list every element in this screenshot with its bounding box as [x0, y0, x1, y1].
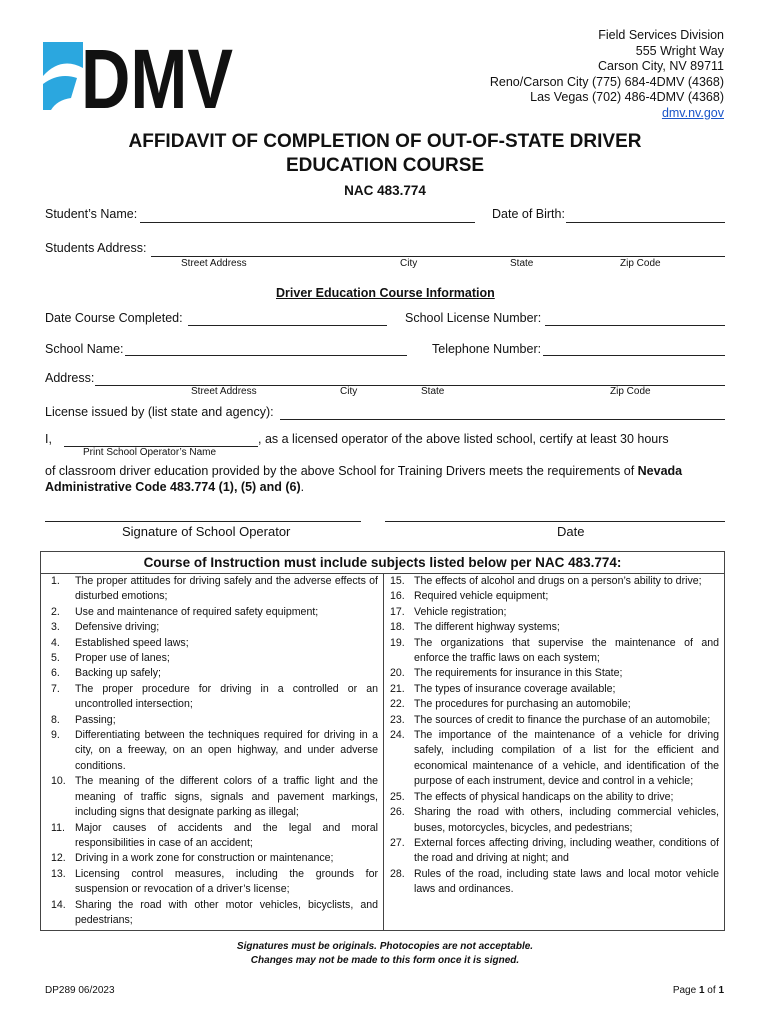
date-completed-label: Date Course Completed: [45, 311, 183, 325]
instruction-item-text: The requirements for insurance in this State; [414, 667, 623, 680]
certification-text: of classroom driver education provided by the above School for Training Drivers meets the requirements of [45, 464, 638, 478]
instruction-item [384, 574, 725, 589]
instruction-item-number: 25. [390, 790, 405, 803]
website-link[interactable]: dmv.nv.gov [661, 105, 724, 120]
instruction-item-text: Passing; [75, 713, 116, 726]
student-address-label: Students Address: [45, 241, 147, 255]
instruction-item-text: Proper use of lanes; [75, 652, 170, 665]
instruction-item-text: Required vehicle equipment; [414, 590, 549, 603]
instruction-item-text: The types of insurance coverage available; [414, 682, 616, 695]
form-title-line1: AFFIDAVIT OF COMPLETION OF OUT-OF-STATE DRIVER [128, 131, 642, 152]
student-name-label: Student’s Name: [45, 207, 138, 221]
instruction-item [384, 620, 725, 635]
instruction-item-text: External forces affecting driving, including weather, conditions of the road and driving at night; and [414, 836, 719, 865]
instruction-item-number: 12. [51, 852, 66, 865]
instruction-item-text: The proper procedure for driving in a controlled or an uncontrolled intersection; [75, 682, 378, 711]
instruction-item-text: Differentiating between the techniques required for driving in a city, on a freeway, on an open highway, and under adverse conditions. [75, 729, 378, 772]
instruction-item [41, 636, 383, 651]
instruction-item [384, 605, 725, 620]
phone-reno: Reno/Carson City (775) 684-4DMV (4368) [489, 74, 724, 89]
instruction-item-number: 28. [390, 867, 405, 880]
instruction-item [41, 666, 383, 681]
instruction-heading: Course of Instruction must include subjects listed below per NAC 483.774: [41, 552, 724, 574]
student-state-caption: State [510, 258, 534, 269]
instruction-item-text: Licensing control measures, including the grounds for suspension or revocation of a driver’s license; [75, 867, 378, 896]
instruction-item-text: Sharing the road with other motor vehicles, bicyclists, and pedestrians; [75, 898, 378, 926]
instruction-item-text: Major causes of accidents and the legal and moral responsibilities in case of an accident; [75, 821, 378, 849]
instruction-list-right [384, 574, 725, 898]
instruction-item-text: Established speed laws; [75, 636, 189, 649]
phone-las-vegas: Las Vegas (702) 486-4DMV (4368) [530, 90, 724, 104]
instruction-item-text: Sharing the road with others, including commercial vehicles, buses, motorcycles, bicycles, and pedestrians; [414, 806, 719, 834]
logo-text: DMV [81, 32, 233, 126]
instruction-item-number: 14. [51, 898, 66, 911]
school-name-label: School Name: [45, 342, 124, 356]
instruction-item-number: 1. [51, 575, 60, 587]
instruction-item-number: 7. [51, 682, 60, 695]
instruction-item-number: 24. [390, 729, 405, 742]
instruction-item-number: 11. [51, 821, 65, 834]
certify-text: , as a licensed operator of the above listed school, certify at least 30 hours [258, 432, 669, 446]
student-name-field[interactable] [140, 222, 475, 223]
instruction-item-number: 4. [51, 636, 60, 649]
school-zip-caption: Zip Code [610, 386, 651, 397]
license-issued-field[interactable] [280, 419, 725, 420]
student-address-field[interactable] [151, 256, 725, 257]
instruction-item-number: 21. [390, 682, 405, 695]
instruction-item-number: 22. [390, 698, 405, 711]
office-address [490, 28, 724, 121]
instruction-item-text: The organizations that supervise the maintenance of and enforce the traffic laws on each system; [414, 636, 719, 665]
instruction-item-text: The meaning of the different colors of a traffic light and the meaning of traffic signs, signals and pavement markings, including signs that designate parking as illegal; [75, 775, 378, 819]
instruction-item [41, 651, 383, 666]
signature-date-field[interactable] [385, 521, 725, 522]
instruction-item [41, 867, 383, 898]
instruction-item [41, 728, 383, 774]
instruction-item [41, 574, 383, 605]
form-title-line2: EDUCATION COURSE [285, 155, 485, 176]
instruction-item-text: The effects of physical handicaps on the ability to drive; [414, 790, 674, 803]
date-of-birth-label: Date of Birth: [492, 207, 565, 221]
instruction-item-text: Backing up safely; [75, 667, 161, 680]
dmv-logo [43, 32, 235, 126]
school-address-label: Address: [45, 371, 95, 385]
instruction-item [41, 851, 383, 866]
instruction-column-left [41, 574, 384, 931]
instruction-column-right [384, 574, 725, 931]
instruction-item-text: Use and maintenance of required safety equipment; [75, 605, 319, 618]
certification-period: . [300, 479, 305, 494]
certification-paragraph [45, 464, 725, 495]
signature-date-label: Date [557, 524, 585, 539]
instruction-item-number: 23. [390, 713, 405, 726]
instruction-item-number: 8. [51, 713, 60, 726]
dmv-logo-graphic [43, 32, 235, 126]
instruction-item-number: 19. [390, 636, 405, 649]
page-total: 1 [718, 985, 724, 996]
instruction-item-text: Defensive driving; [75, 621, 160, 634]
operator-name-caption: Print School Operator’s Name [83, 447, 217, 458]
city-state-zip: Carson City, NV 89711 [598, 59, 724, 73]
instruction-item [41, 682, 383, 713]
instruction-item-number: 3. [51, 621, 60, 634]
instruction-item-text: The different highway systems; [414, 621, 560, 634]
instruction-item-number: 18. [390, 621, 405, 634]
instruction-item [41, 821, 383, 852]
instruction-list-left [41, 574, 383, 928]
instruction-item [41, 713, 383, 728]
originals-note: Signatures must be originals. Photocopies are not acceptable. [236, 941, 534, 952]
instruction-item-number: 16. [390, 590, 405, 603]
page-number [673, 985, 724, 996]
i-label: I, [45, 432, 52, 446]
school-name-field[interactable] [125, 355, 407, 356]
page-current: 1 [698, 985, 705, 996]
instruction-box [40, 551, 725, 931]
instruction-item [384, 790, 725, 805]
date-of-birth-field[interactable] [566, 222, 725, 223]
street-address: 555 Wright Way [635, 43, 724, 58]
student-zip-caption: Zip Code [620, 258, 661, 269]
instruction-item [384, 589, 725, 604]
page-of: of [704, 985, 719, 996]
instruction-item-text: Vehicle registration; [414, 605, 507, 618]
instruction-item-number: 6. [51, 667, 60, 680]
instruction-item [384, 805, 725, 836]
instruction-item [384, 697, 725, 712]
operator-signature-label: Signature of School Operator [122, 524, 291, 539]
instruction-item-text: Rules of the road, including state laws and local motor vehicle laws and ordinances. [414, 867, 719, 896]
school-license-field[interactable] [545, 325, 725, 326]
instruction-item-text: The proper attitudes for driving safely and the adverse effects of disturbed emotions; [75, 575, 378, 603]
instruction-item-number: 13. [51, 867, 66, 880]
instruction-item [41, 620, 383, 635]
page-prefix: Page [672, 985, 699, 996]
instruction-item [384, 713, 725, 728]
student-street-caption: Street Address [181, 258, 247, 269]
date-completed-field[interactable] [188, 325, 387, 326]
changes-note: Changes may not be made to this form once it is signed. [250, 955, 520, 966]
instruction-item-number: 9. [51, 729, 60, 742]
instruction-item-text: The procedures for purchasing an automobile; [414, 698, 631, 711]
telephone-field[interactable] [543, 355, 725, 356]
form-id: DP289 06/2023 [45, 985, 115, 996]
instruction-item [384, 682, 725, 697]
school-license-label: School License Number: [405, 311, 542, 325]
instruction-item-number: 5. [51, 652, 60, 665]
instruction-item [384, 728, 725, 790]
student-city-caption: City [400, 258, 418, 269]
instruction-item-number: 17. [390, 605, 405, 618]
instruction-item [41, 898, 383, 929]
instruction-item [41, 605, 383, 620]
instruction-item-number: 10. [51, 775, 66, 788]
instruction-item-number: 15. [390, 575, 405, 587]
instruction-item-number: 20. [390, 667, 405, 680]
certification-code-ref: Nevada Administrative Code 483.774 (1), (5) and (6) [45, 464, 683, 494]
school-street-caption: Street Address [191, 386, 257, 397]
instruction-item-number: 2. [51, 605, 60, 618]
instruction-item [384, 636, 725, 667]
instruction-item-number: 26. [390, 806, 405, 819]
instruction-item [41, 774, 383, 820]
instruction-item-text: The effects of alcohol and drugs on a person’s ability to drive; [414, 575, 702, 587]
instruction-item [384, 666, 725, 681]
instruction-item-text: Driving in a work zone for construction or maintenance; [75, 852, 334, 865]
course-section-title: Driver Education Course Information [276, 286, 495, 300]
operator-signature-field[interactable] [45, 521, 361, 522]
instruction-item [384, 836, 725, 867]
instruction-item-text: The importance of the maintenance of a vehicle for driving safely, including compilation of a list for the efficient and economical maintenance of a vehicle, and identification of the purpose of each instrument, device and control in a vehicle; [414, 729, 719, 788]
instruction-item [384, 867, 725, 898]
division-name: Field Services Division [598, 28, 724, 42]
license-issued-label: License issued by (list state and agency): [45, 405, 274, 419]
instruction-item-text: The sources of credit to finance the purchase of an automobile; [414, 713, 711, 726]
regulation-code: NAC 483.774 [344, 183, 426, 198]
telephone-label: Telephone Number: [432, 342, 542, 356]
instruction-item-number: 27. [390, 836, 405, 849]
school-city-caption: City [340, 386, 358, 397]
school-state-caption: State [421, 386, 445, 397]
